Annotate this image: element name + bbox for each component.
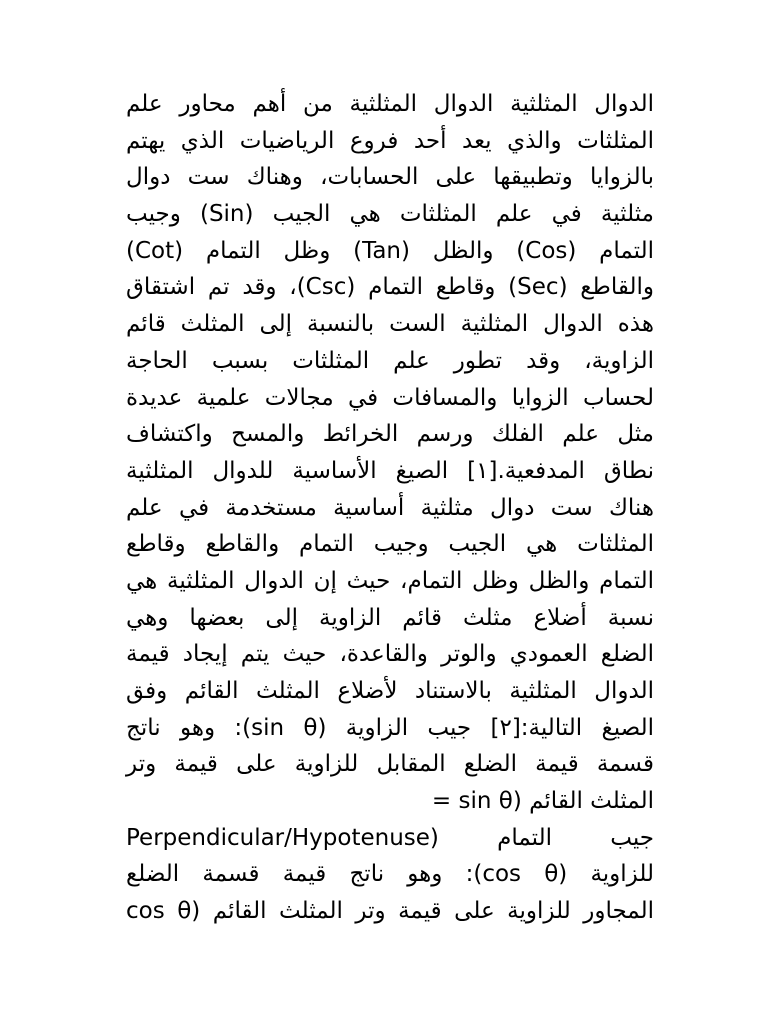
text-line: المثلثات هي الجيب وجيب التمام والقاطع وقاطع — [126, 531, 654, 558]
text-line: الدوال المثلثية بالاستناد لأضلاع المثلث القائم وفق — [126, 678, 654, 704]
text-line: الدوال المثلثية الدوال المثلثية من أهم محاور علم — [126, 91, 654, 117]
text-line: مثلثية في علم المثلثات هي الجيب (Sin) وجيب — [126, 201, 654, 228]
text-line: قسمة قيمة الضلع المقابل للزاوية على قيمة وتر — [126, 751, 654, 778]
text-line: للزاوية (cos θ): وهو ناتج قيمة قسمة الضلع — [126, 861, 654, 888]
text-line: نطاق المدفعية.[١] الصيغ الأساسية للدوال المثلثية — [126, 457, 654, 484]
text-line: الزاوية، وقد تطور علم المثلثات بسبب الحاجة — [126, 347, 654, 374]
text-line: الضلع العمودي والوتر والقاعدة، حيث يتم إيجاد قيمة — [126, 641, 654, 668]
text-line: التمام (Cos) والظل (Tan) وظل التمام (Cot) — [126, 237, 655, 264]
text-line: لحساب الزوايا والمسافات في مجالات علمية عديدة — [126, 384, 654, 411]
text-line: بالزوايا وتطبيقها على الحسابات، وهناك ست دوال — [126, 164, 654, 191]
text-line: المثلثات والذي يعد أحد فروع الرياضيات الذي يهتم — [126, 127, 654, 154]
text-line: المثلث القائم (sin θ = — [431, 788, 654, 815]
text-line: Perpendicular/Hypotenuse) جيب التمام — [126, 824, 655, 851]
text-line: هناك ست دوال مثلثية أساسية مستخدمة في علم — [126, 494, 654, 521]
text-line: المجاور للزاوية على قيمة وتر المثلث القائم (cos θ — [126, 898, 654, 925]
text-line: الصيغ التالية:[٢] جيب الزاوية (sin θ): وهو ناتج — [126, 714, 655, 741]
text-line: التمام والظل وظل التمام، حيث إن الدوال المثلثية هي — [126, 567, 654, 594]
text-line: نسبة أضلاع مثلث قائم الزاوية إلى بعضها وهي — [126, 604, 654, 631]
text-line: والقاطع (Sec) وقاطع التمام (Csc)، وقد تم اشتقاق — [126, 274, 654, 301]
text-line: مثل علم الفلك ورسم الخرائط والمسح واكتشاف — [126, 421, 654, 448]
body-text — [126, 86, 654, 930]
text-line: هذه الدوال المثلثية الست بالنسبة إلى المثلث قائم — [126, 311, 654, 338]
